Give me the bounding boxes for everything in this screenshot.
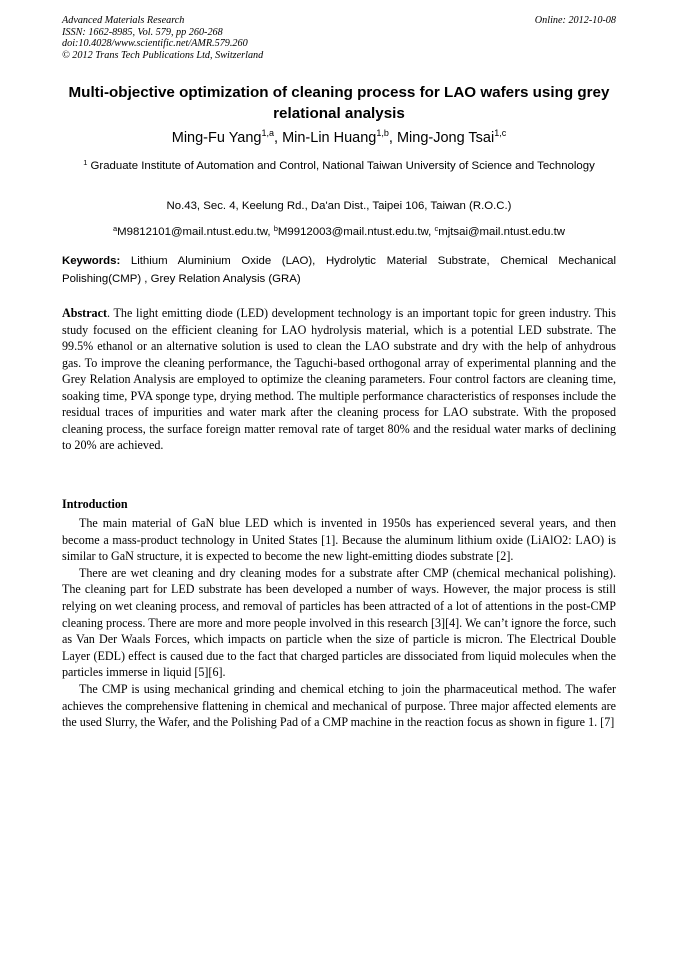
author-affil-mark: 1,a — [261, 128, 274, 138]
issn: ISSN: 1662-8985, Vol. 579, pp 260-268 — [62, 26, 223, 38]
doi: doi:10.4028/www.scientific.net/AMR.579.260 — [62, 38, 248, 50]
keywords-label: Keywords: — [62, 255, 121, 267]
online-date: Online: 2012-10-08 — [534, 15, 616, 26]
author-separator: , — [274, 130, 283, 146]
author-list — [62, 128, 616, 148]
copyright: © 2012 Trans Tech Publications Ltd, Switzerland — [62, 49, 264, 61]
keywords — [62, 252, 616, 288]
abstract-label: Abstract — [62, 306, 108, 320]
email-mark: c — [434, 224, 439, 233]
keywords-text: Lithium Aluminium Oxide (LAO), Hydrolytic Material Substrate, Chemical Mechanical Polishing(CMP) , Grey Relation Analysis (GRA) — [62, 255, 616, 285]
email-separator: , — [267, 226, 274, 238]
paper-title: Multi-objective optimization of cleaning process for LAO wafers using grey relational analysis — [68, 84, 610, 122]
paragraph: The main material of GaN blue LED which is invented in 1950s has experienced several years, and then become a mass-product technology in United States [1]. Because the aluminum lithium oxide (LiAlO2: LAO) is similar to GaN structure, it is expected to become the new light-emitting diodes substrate [2]. — [62, 516, 616, 564]
affiliation-text: Graduate Institute of Automation and Control, National Taiwan University of Science and Technology — [90, 160, 595, 172]
affiliation-address: No.43, Sec. 4, Keelung Rd., Da'an Dist., Taipei 106, Taiwan (R.O.C.) — [166, 200, 512, 212]
paragraph: There are wet cleaning and dry cleaning modes for a substrate after CMP (chemical mechanical polishing). The cleaning part for LED substrate has been developed a number of ways. However, the major process is still relying on wet cleaning process, and removal of particles has been attracted of a lot of attentions in the post-CMP cleaning process. There are more and more people involved in this research [3][4]. We can’t ignore the force, such as Van Der Waals Forces, which impacts on particle when the size of particle is micron. The Electrical Double Layer (EDL) effect is caused due to the fact that charged particles are dissociated from liquid molecules when the particles immerse in liquid [5][6]. — [62, 565, 616, 680]
email-mark: b — [273, 224, 278, 233]
author-emails — [80, 224, 598, 241]
abstract-text: . The light emitting diode (LED) development technology is an important topic for green industry. This study focused on the efficient cleaning for LAO hydrolysis material, which is a potential LED substrate. The 99.5% ethanol or an alternative solution is used to clean the LAO substrate and dry with the help of anhydrous gas. To improve the cleaning performance, the Taguchi-based orthogonal array of experimental planning and the Grey Relation Analysis are employed to optimize the cleaning parameters. Four control factors are cleaning time, soaking time, PVA sponge type, drying method. The multiple performance characteristics of responses include the residual traces of impurities and water mark after the cleaning process for LAO substrate. With the proposed cleaning process, the surface foreign matter removal rate of target 80% and the residual water marks of declining to 20% are achieved. — [62, 306, 616, 452]
author-name: Ming-Jong Tsai — [396, 130, 495, 146]
email-separator: , — [428, 226, 435, 238]
email-link[interactable]: M9812101@mail.ntust.edu.tw — [117, 226, 268, 238]
author-name: Min-Lin Huang — [282, 130, 377, 146]
journal-header — [62, 15, 616, 61]
email-mark: a — [112, 224, 118, 233]
section-heading-introduction: Introduction — [62, 497, 128, 511]
author-name: Ming-Fu Yang — [171, 130, 262, 146]
journal-name: Advanced Materials Research — [62, 15, 185, 26]
introduction-body — [62, 515, 616, 731]
abstract — [62, 305, 616, 454]
email-link[interactable]: M9912003@mail.ntust.edu.tw — [277, 226, 429, 238]
email-link[interactable]: mjtsai@mail.ntust.edu.tw — [438, 226, 566, 238]
author-affil-mark: 1,b — [376, 128, 389, 138]
paragraph: The CMP is using mechanical grinding and chemical etching to join the pharmaceutical method. The wafer achieves the comprehensive flattening in chemical and mechanical of purpose. Three major affected elements are the used Slurry, the Wafer, and the Polishing Pad of a CMP machine in the reaction focus as shown in figure 1. [7] — [62, 681, 616, 730]
author-affil-mark: 1,c — [494, 128, 507, 138]
affiliation-number: 1 — [83, 158, 88, 167]
author-separator: , — [388, 130, 397, 146]
affiliation — [80, 158, 598, 175]
